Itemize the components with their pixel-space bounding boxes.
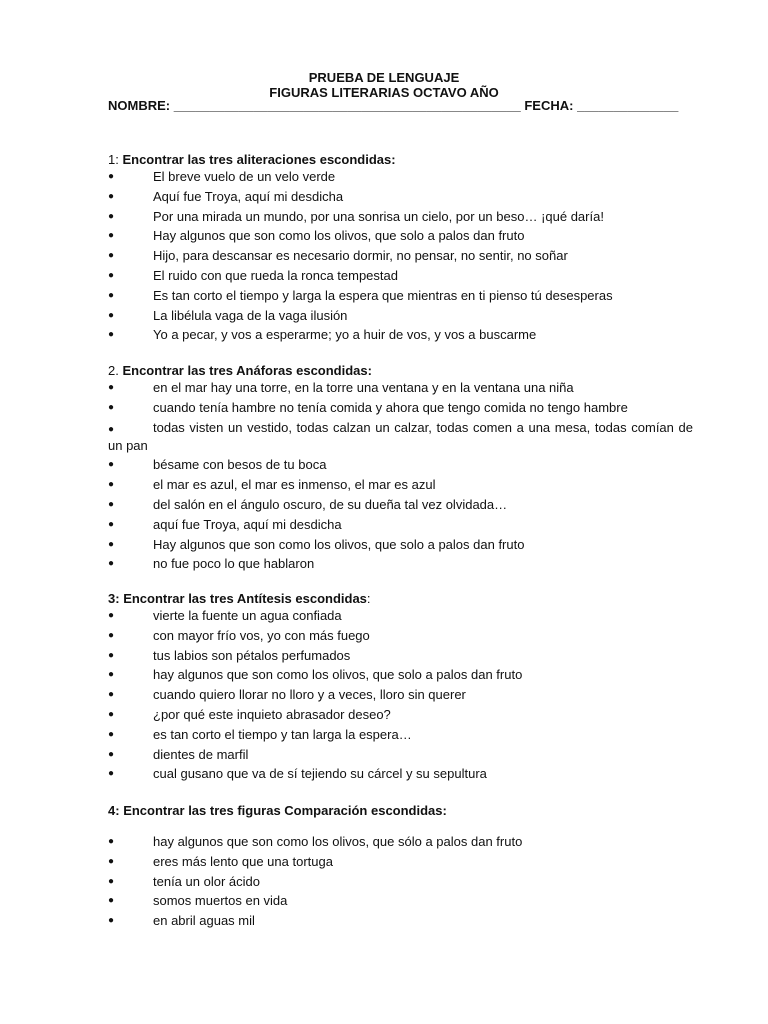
section-heading: Encontrar las tres Antítesis escondidas <box>123 591 367 606</box>
section-1 <box>108 151 693 347</box>
list-item <box>108 556 693 572</box>
list-item <box>108 228 693 244</box>
section-number: 3: <box>108 591 120 606</box>
list-item <box>108 707 693 723</box>
item-text: Aquí fue Troya, aquí mi desdicha <box>153 188 344 204</box>
section-number: 2. <box>108 363 119 378</box>
bullet-icon: ● <box>108 649 115 661</box>
list-item <box>108 667 693 683</box>
list-item <box>108 380 693 396</box>
section-heading: Encontrar las tres aliteraciones escondidas: <box>122 152 396 167</box>
list-item <box>108 327 693 343</box>
bullet-icon: ● <box>108 768 115 780</box>
section-title <box>108 362 693 380</box>
section-number: 4: <box>108 803 120 818</box>
bullet-icon: ● <box>108 423 115 435</box>
list-item <box>108 834 693 850</box>
bullet-icon: ● <box>108 250 115 262</box>
list-item <box>108 874 693 890</box>
item-text: en el mar hay una torre, en la torre una ventana y en la ventana una niña <box>153 380 574 395</box>
item-text: del salón en el ángulo oscuro, de su dueña tal vez olvidada… <box>153 496 508 512</box>
list-item <box>108 648 693 664</box>
item-text: ¿por qué este inquieto abrasador deseo? <box>153 706 391 722</box>
list-item <box>108 169 693 185</box>
bullet-icon: ● <box>108 689 115 701</box>
item-text: todas visten un vestido, todas calzan un calzar, todas comen a una mesa, todas comían de un pan <box>108 419 693 453</box>
document-title: PRUEBA DE LENGUAJE <box>308 70 460 85</box>
item-text: Es tan corto el tiempo y larga la espera que mientras en ti pienso tú desesperas <box>153 287 613 303</box>
list-item <box>108 209 693 225</box>
section-heading: Encontrar las tres Anáforas escondidas: <box>122 363 372 378</box>
section-number: 1 <box>108 152 116 167</box>
section-3 <box>108 590 693 786</box>
document-subtitle: FIGURAS LITERARIAS OCTAVO AÑO <box>269 85 499 100</box>
list-item <box>108 288 693 304</box>
list-item <box>108 854 693 870</box>
item-list <box>108 380 693 572</box>
bullet-icon: ● <box>108 269 115 281</box>
bullet-icon: ● <box>108 289 115 301</box>
item-text: aquí fue Troya, aquí mi desdicha <box>153 516 342 532</box>
item-text: El ruido con que rueda la ronca tempestad <box>153 267 398 283</box>
list-item <box>108 189 693 205</box>
item-text: Hay algunos que son como los olivos, que solo a palos dan fruto <box>153 228 525 244</box>
item-text: Hay algunos que son como los olivos, que solo a palos dan fruto <box>153 536 525 552</box>
bullet-icon: ● <box>108 518 115 530</box>
section-heading: Encontrar las tres figuras Comparación escondidas: <box>123 803 447 818</box>
list-item <box>108 893 693 909</box>
bullet-icon: ● <box>108 479 115 491</box>
item-list <box>108 169 693 343</box>
item-text: La libélula vaga de la vaga ilusión <box>153 307 348 323</box>
bullet-icon: ● <box>108 708 115 720</box>
bullet-icon: ● <box>108 538 115 550</box>
section-title <box>108 151 693 169</box>
list-item <box>108 517 693 533</box>
item-text: el mar es azul, el mar es inmenso, el mar es azul <box>153 477 436 493</box>
bullet-icon: ● <box>108 210 115 222</box>
bullet-icon: ● <box>108 629 115 641</box>
item-text: eres más lento que una tortuga <box>153 853 333 869</box>
section-title <box>108 590 693 608</box>
bullet-icon: ● <box>108 915 115 927</box>
list-item <box>108 537 693 553</box>
bullet-icon: ● <box>108 459 115 471</box>
item-text: cuando quiero llorar no lloro y a veces, lloro sin querer <box>153 687 466 703</box>
item-text: es tan corto el tiempo y tan larga la espera… <box>153 726 412 742</box>
section-separator: : <box>115 152 123 167</box>
list-item <box>108 497 693 513</box>
item-text: dientes de marfil <box>153 746 249 762</box>
item-text: somos muertos en vida <box>153 893 288 909</box>
bullet-icon: ● <box>108 748 115 760</box>
bullet-icon: ● <box>108 610 115 621</box>
bullet-icon: ● <box>108 728 115 740</box>
list-item <box>108 766 693 782</box>
item-text: Por una mirada un mundo, por una sonrisa un cielo, por un beso… ¡qué daría! <box>153 208 604 224</box>
bullet-icon: ● <box>108 230 115 242</box>
item-list <box>108 834 693 929</box>
bullet-icon: ● <box>108 401 115 413</box>
item-text: tenía un olor ácido <box>153 873 260 889</box>
list-item <box>108 747 693 763</box>
item-text: bésame con besos de tu boca <box>153 457 327 473</box>
list-item <box>108 687 693 703</box>
list-item <box>108 628 693 644</box>
section-4 <box>108 802 693 933</box>
item-text: hay algunos que son como los olivos, que sólo a palos dan fruto <box>153 834 523 849</box>
item-text: en abril aguas mil <box>153 913 255 929</box>
list-item <box>108 268 693 284</box>
item-text: Yo a pecar, y vos a esperarme; yo a huir de vos, y vos a buscarme <box>153 327 537 343</box>
item-text: cuando tenía hambre no tenía comida y ahora que tengo comida no tengo hambre <box>153 399 628 415</box>
bullet-icon: ● <box>108 875 115 887</box>
section-2 <box>108 362 693 576</box>
list-item <box>108 477 693 493</box>
bullet-icon: ● <box>108 171 115 182</box>
item-text: con mayor frío vos, yo con más fuego <box>153 627 370 643</box>
bullet-icon: ● <box>108 895 115 907</box>
bullet-icon: ● <box>108 669 115 681</box>
bullet-icon: ● <box>108 498 115 510</box>
section-tail: : <box>366 591 371 606</box>
bullet-icon: ● <box>108 190 115 202</box>
bullet-icon: ● <box>108 855 115 867</box>
item-text: El breve vuelo de un velo verde <box>153 169 336 184</box>
bullet-icon: ● <box>108 309 115 321</box>
list-item <box>108 308 693 324</box>
list-item <box>108 400 693 416</box>
list-item <box>108 248 693 264</box>
list-item <box>108 913 693 929</box>
name-date-line: NOMBRE: ________________________________________________ FECHA: ______________ <box>108 98 679 113</box>
list-item <box>108 457 693 473</box>
item-text: Hijo, para descansar es necesario dormir, no pensar, no sentir, no soñar <box>153 248 568 264</box>
list-item <box>108 420 693 454</box>
item-list <box>108 608 693 782</box>
item-text: no fue poco lo que hablaron <box>153 556 315 572</box>
item-text: vierte la fuente un agua confiada <box>153 608 342 623</box>
section-title <box>108 802 693 820</box>
bullet-icon: ● <box>108 382 115 393</box>
bullet-icon: ● <box>108 558 115 570</box>
list-item <box>108 608 693 624</box>
bullet-icon: ● <box>108 836 115 847</box>
item-text: cual gusano que va de sí tejiendo su cárcel y su sepultura <box>153 766 487 782</box>
document-header <box>0 70 768 100</box>
bullet-icon: ● <box>108 329 115 341</box>
item-text: tus labios son pétalos perfumados <box>153 647 351 663</box>
item-text: hay algunos que son como los olivos, que solo a palos dan fruto <box>153 667 523 683</box>
list-item <box>108 727 693 743</box>
